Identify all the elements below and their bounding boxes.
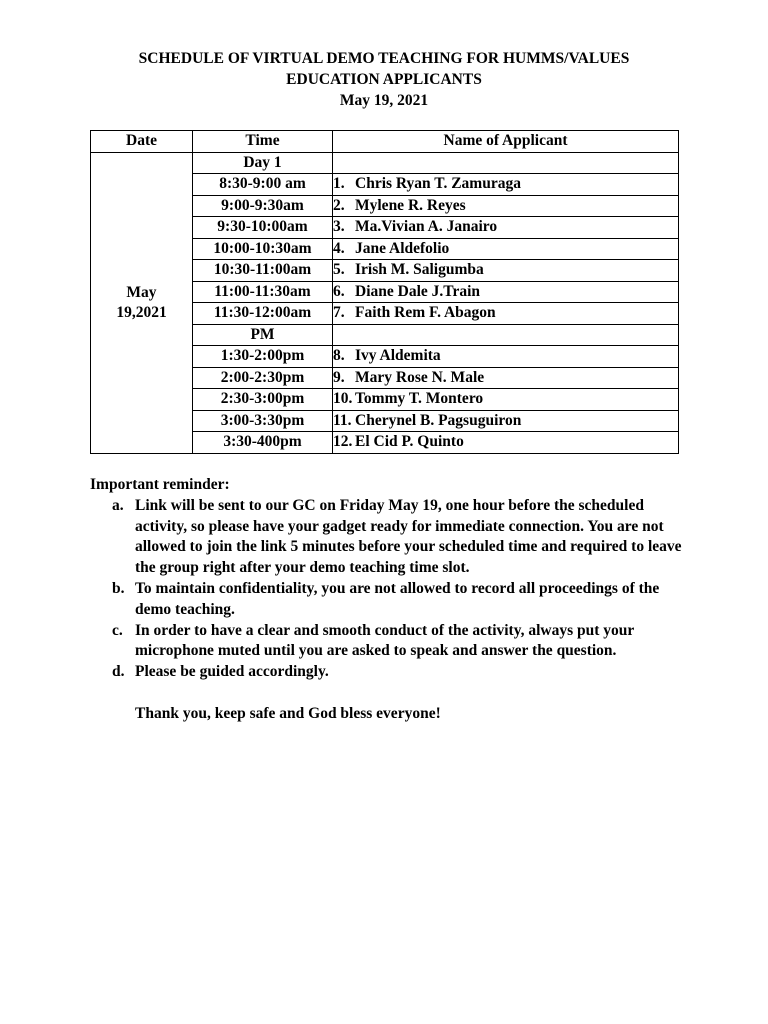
reminder-text: To maintain confidentiality, you are not allowed to record all proceedings of the demo teaching. [135, 579, 660, 618]
reminder-letter: d. [112, 663, 125, 681]
time-cell: 8:30-9:00 am [193, 174, 333, 196]
table-row [91, 152, 679, 174]
reminders-section [90, 475, 690, 725]
reminder-text: Please be guided accordingly. [135, 663, 329, 681]
applicant-name: Faith Rem F. Abagon [355, 304, 496, 322]
applicant-name: Mylene R. Reyes [355, 196, 466, 214]
reminders-title: Important reminder: [90, 476, 230, 493]
applicant-cell [333, 367, 679, 389]
schedule-body [91, 152, 679, 453]
reminder-text: In order to have a clear and smooth conduct of the activity, always put your microphone muted until you are asked to speak and answer the question. [135, 621, 635, 660]
closing-message: Thank you, keep safe and God bless everyone! [135, 704, 441, 722]
applicant-name: El Cid P. Quinto [355, 433, 464, 451]
applicant-cell [333, 303, 679, 325]
time-cell: 10:00-10:30am [193, 238, 333, 260]
reminders-list [90, 496, 690, 683]
applicant-number: 12. [333, 433, 353, 451]
reminder-item [90, 496, 690, 579]
date-cell [91, 152, 193, 453]
reminder-letter: b. [112, 579, 125, 597]
time-cell: 2:30-3:00pm [193, 389, 333, 411]
title-line-2: EDUCATION APPLICANTS [286, 71, 482, 88]
applicant-number: 4. [333, 239, 345, 257]
date-line-1: May [126, 283, 157, 301]
applicant-name: Jane Aldefolio [355, 239, 450, 257]
applicant-number: 3. [333, 218, 345, 236]
applicant-number: 9. [333, 368, 345, 386]
applicant-cell [333, 432, 679, 454]
reminder-item [90, 662, 690, 683]
time-cell: 3:30-400pm [193, 432, 333, 454]
applicant-name: Cherynel B. Pagsuguiron [355, 411, 522, 429]
header-name: Name of Applicant [333, 131, 679, 153]
time-cell: 11:00-11:30am [193, 281, 333, 303]
title-line-1: SCHEDULE OF VIRTUAL DEMO TEACHING FOR HUMMS/VALUES [138, 50, 630, 67]
reminder-text: Link will be sent to our GC on Friday May 19, one hour before the scheduled activity, so please have your gadget ready for immediate connection. You are not allowed to join the link 5 minutes before your scheduled time and required to leave the group right after your demo teaching time slot. [135, 496, 682, 577]
time-cell: 9:30-10:00am [193, 217, 333, 239]
reminder-letter: a. [112, 496, 124, 514]
applicant-number: 2. [333, 196, 345, 214]
time-cell: 1:30-2:00pm [193, 346, 333, 368]
applicant-cell [333, 389, 679, 411]
reminder-item [90, 579, 690, 621]
applicant-cell [333, 346, 679, 368]
applicant-number: 6. [333, 282, 345, 300]
applicant-name: Diane Dale J.Train [355, 282, 480, 300]
applicant-name: Chris Ryan T. Zamuraga [355, 175, 521, 193]
time-cell: Day 1 [193, 152, 333, 174]
applicant-name: Ma.Vivian A. Janairo [355, 218, 498, 236]
applicant-cell [333, 324, 679, 346]
applicant-name: Tommy T. Montero [355, 390, 484, 408]
table-header-row [91, 131, 679, 153]
date-line-2: 19,2021 [116, 303, 167, 321]
applicant-name: Irish M. Saligumba [355, 261, 484, 279]
time-cell: 9:00-9:30am [193, 195, 333, 217]
title-date: May 19, 2021 [339, 92, 429, 109]
reminder-letter: c. [112, 621, 123, 639]
applicant-number: 7. [333, 304, 345, 322]
applicant-number: 5. [333, 261, 345, 279]
applicant-number: 8. [333, 347, 345, 365]
applicant-name: Ivy Aldemita [355, 347, 441, 365]
time-cell: 3:00-3:30pm [193, 410, 333, 432]
applicant-cell [333, 152, 679, 174]
time-cell: 10:30-11:00am [193, 260, 333, 282]
schedule-table [90, 130, 679, 454]
applicant-cell [333, 281, 679, 303]
applicant-cell [333, 260, 679, 282]
time-cell: PM [193, 324, 333, 346]
applicant-cell [333, 174, 679, 196]
header-time: Time [193, 131, 333, 153]
applicant-name: Mary Rose N. Male [355, 368, 485, 386]
reminder-item [90, 621, 690, 663]
applicant-number: 1. [333, 175, 345, 193]
time-cell: 11:30-12:00am [193, 303, 333, 325]
time-cell: 2:00-2:30pm [193, 367, 333, 389]
applicant-number: 11. [333, 411, 352, 429]
applicant-cell [333, 238, 679, 260]
document-title [0, 48, 768, 111]
applicant-cell [333, 195, 679, 217]
applicant-cell [333, 410, 679, 432]
header-date: Date [91, 131, 193, 153]
applicant-number: 10. [333, 390, 353, 408]
applicant-cell [333, 217, 679, 239]
